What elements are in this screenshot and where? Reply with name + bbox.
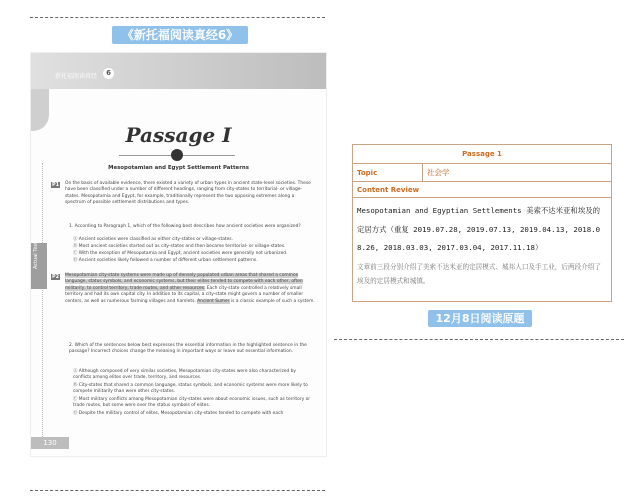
passage-info-table: [352, 144, 612, 302]
q2-option-c: Ⓒ Most military conflicts among Mesopotamian city-states were about economic issues, such as territory or trade routes, but some were over the status symbols of elites.: [73, 397, 311, 409]
page-number: 130: [31, 437, 69, 449]
divider-right: [334, 339, 624, 340]
paragraph-marker-p2: P2: [52, 274, 60, 280]
topic-value: 社会学: [423, 164, 612, 182]
paragraph-2: [65, 273, 315, 305]
q2-option-a: Ⓐ Although composed of very similar societies, Mesopotamian city-states were also characterized by conflicts among elites over trade, territory, and resources.: [73, 369, 297, 381]
highlighted-term: Ancient Sumer: [197, 298, 230, 304]
q1-option-a: Ⓐ Ancient societies were classified as either city-states or village-states.: [73, 237, 233, 242]
q1-option-c: Ⓒ With the exception of Mesopotamia and Egypt, ancient societies were generally not urbanized.: [73, 251, 288, 256]
topic-label: Topic: [353, 164, 423, 182]
book-page-image: [30, 52, 327, 457]
q2-option-b: Ⓑ City-states that shared a common language, status symbols, and economic systems were more likely to compete militarily than were other city-states.: [73, 383, 308, 395]
content-review-label: Content Review: [353, 182, 612, 198]
passage-subtitle: Mesopotamian and Egypt Settlement Patterns: [108, 165, 249, 171]
q1-option-d: Ⓓ Ancient societies likely followed a number of different urban settlement patterns.: [73, 258, 258, 263]
paragraph-1: On the basis of available evidence, there existed a variety of urban types in ancient state-level societies. These have been classified under a number of different headings, ranging from city-states to territorial- or village-states. Mesopotamia and Egypt, for example, traditionally represent the two opposing extremes along a spectrum of possible settlement distributions and types.: [65, 181, 311, 206]
paragraph-2-rest: Each city-state controlled a relatively small territory and had its own capital city. In addition to its capital, a city-state might govern a number of smaller centers, as well as numerous farming villages and hamlets.: [65, 285, 304, 304]
book-title-banner: 《新托福阅读真经6》: [112, 26, 248, 44]
passage-label: Passage 1: [353, 145, 612, 164]
review-text-english: Mesopotamian and Egyptian Settlements 美索不达米亚和埃及的定居方式（重复 2019.07.28, 2019.07.13, 2019.04.13, 2018.08.26, 2018.03.03, 2017.03.04, 2017.11.18）: [357, 206, 601, 252]
question-1: 1. According to Paragraph 1, which of the following best describes how ancient societies were organized?: [69, 224, 301, 229]
passage-title: Passage I: [125, 123, 232, 147]
side-dotted-line: [42, 163, 43, 443]
paragraph-marker-p1: P1: [52, 182, 60, 188]
paragraph-2-end: is a classic example of such a system.: [229, 298, 315, 304]
divider-bottom-left: [30, 490, 325, 491]
page-header: [31, 53, 326, 89]
side-tab-label: Actual Test 08: [33, 233, 39, 269]
title-ornament: [171, 149, 183, 161]
divider-top-left: [30, 17, 325, 18]
header-number-badge: 6: [103, 68, 114, 79]
question-2: 2. Which of the sentences below best expresses the essential information in the highlighted sentence in the passage? Incorrect choices change the meaning in important ways or leave out essential information.: [69, 343, 307, 355]
review-text-summary: 文章前三段分别介绍了美索不达米亚的定居模式、城邦人口及手工业，后两段介绍了埃及的定居模式和城镇。: [357, 262, 601, 285]
header-label: 新托福阅读真经: [55, 73, 98, 80]
highlighted-sentence: Mesopotamian city-state systems were made up of densely populated urban areas that shared a common language, status symbols, and economic systems, but their elites tended to compete with each other, often militarily, to control territory, trade routes, and other resources.: [65, 273, 303, 291]
q1-option-b: Ⓑ Most ancient societies started out as city-states and then became territorial- or village-states.: [73, 244, 286, 249]
original-question-banner: 12月8日阅读原题: [428, 310, 532, 327]
q2-option-d: Ⓓ Despite the military control of elites, Mesopotamian city-states tended to compete with each: [73, 411, 284, 416]
content-review-body: [353, 198, 612, 302]
